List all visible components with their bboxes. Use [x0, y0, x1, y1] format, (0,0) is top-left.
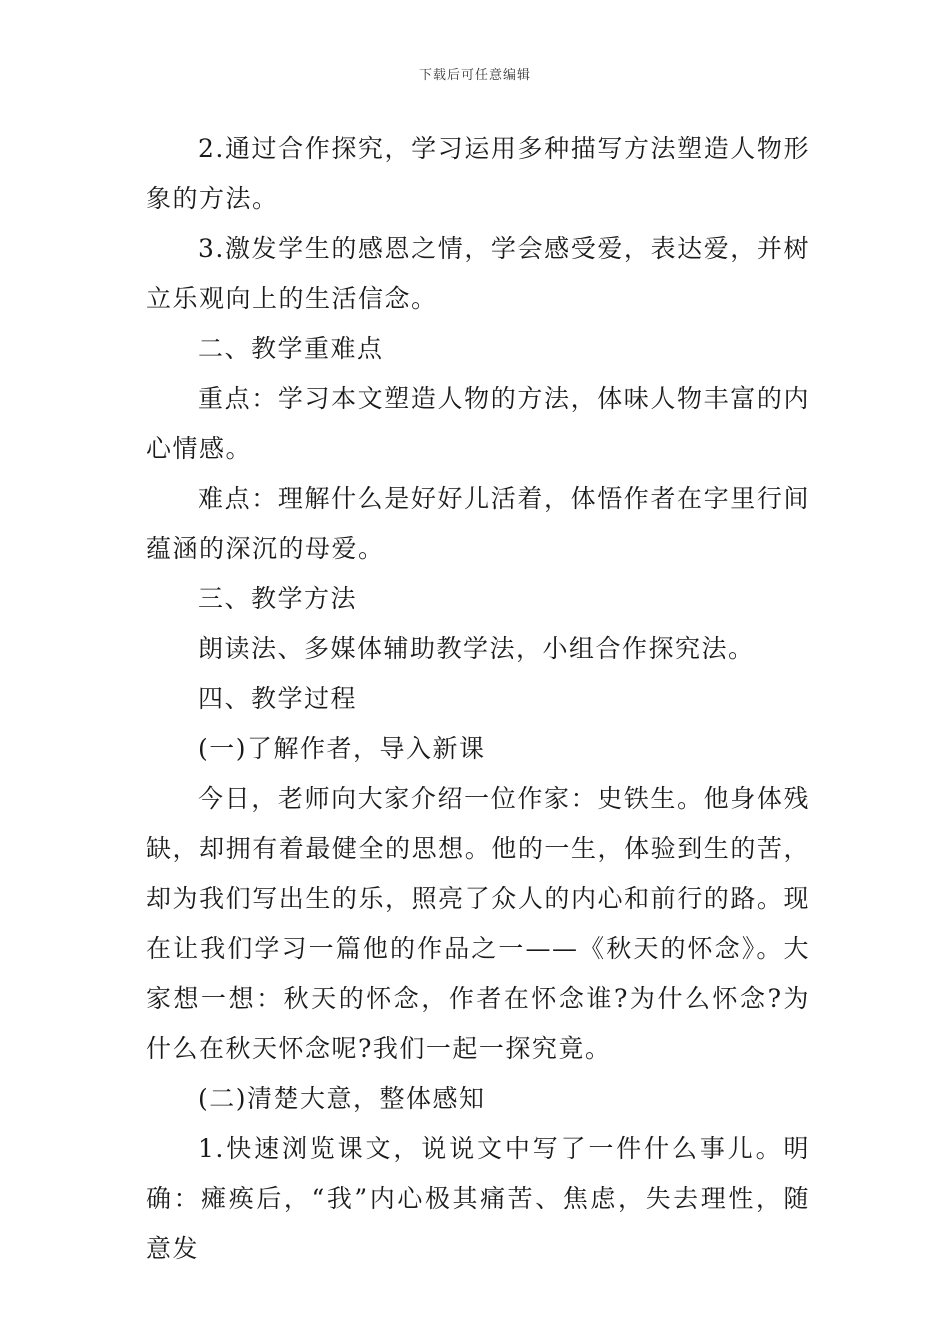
- section-heading-key-points: 二、教学重难点: [198, 334, 384, 363]
- paragraph-objective-2: 2.通过合作探究，学习运用多种描写方法塑造人物形象的方法。: [146, 134, 810, 213]
- subsection-heading-overview: (二)清楚大意，整体感知: [198, 1084, 486, 1113]
- paragraph-overview-1: 1.快速浏览课文，说说文中写了一件什么事儿。明确：瘫痪后，“我”内心极其痛苦、焦虑，失去理性，随意发: [146, 1134, 810, 1263]
- section-heading-process: 四、教学过程: [198, 684, 358, 713]
- document-body: [146, 124, 810, 1274]
- subsection-heading-intro: (一)了解作者，导入新课: [198, 734, 486, 763]
- paragraph-objective-3: 3.激发学生的感恩之情，学会感受爱，表达爱，并树立乐观向上的生活信念。: [146, 234, 810, 313]
- paragraph-key-point: 重点：学习本文塑造人物的方法，体味人物丰富的内心情感。: [146, 384, 810, 463]
- page-header: 下载后可任意编辑: [418, 68, 531, 83]
- paragraph-intro: 今日，老师向大家介绍一位作家：史铁生。他身体残缺，却拥有着最健全的思想。他的一生，体验到生的苦，却为我们写出生的乐，照亮了众人的内心和前行的路。现在让我们学习一篇他的作品之一——《秋天的怀念》。大家想一想：秋天的怀念，作者在怀念谁?为什么怀念?为什么在秋天怀念呢?我们一起一探究竟。: [146, 784, 810, 1063]
- paragraph-methods: 朗读法、多媒体辅助教学法，小组合作探究法。: [198, 634, 755, 663]
- paragraph-difficult-point: 难点：理解什么是好好儿活着，体悟作者在字里行间蕴涵的深沉的母爱。: [146, 484, 810, 563]
- section-heading-methods: 三、教学方法: [198, 584, 358, 613]
